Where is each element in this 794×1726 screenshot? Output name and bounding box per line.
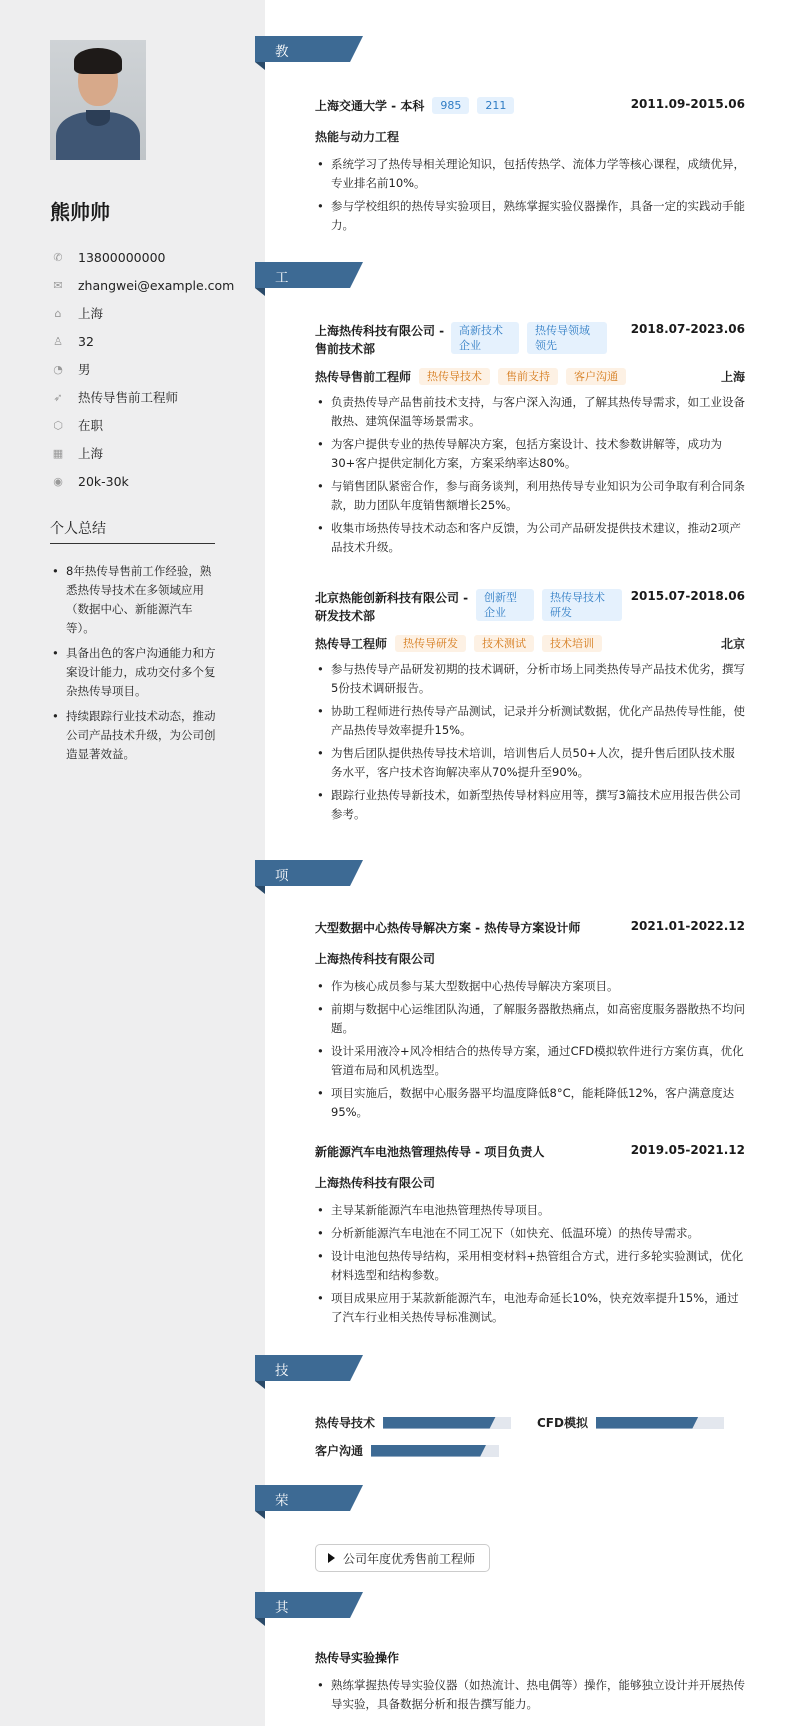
skill-item — [315, 1414, 511, 1431]
summary-item: • 8年热传导售前工作经验，熟悉热传导技术在多领域应用（数据中心、新能源汽车等）。 — [50, 562, 220, 638]
list-item: • 与销售团队紧密合作，参与商务谈判，利用热传导专业知识为公司争取有利合同条款，助力团队年度销售额增长25%。 — [315, 477, 745, 515]
project-title: 新能源汽车电池热管理热传导 - 项目负责人 — [315, 1145, 545, 1159]
other-title: 热传导实验操作 — [315, 1651, 400, 1665]
contact-row — [50, 355, 250, 383]
summary-item: • 具备出色的客户沟通能力和方案设计能力，成功交付多个复杂热传导项目。 — [50, 644, 220, 701]
list-item: • 为售后团队提供热传导技术培训，培训售后人员50+人次，提升售后团队技术服务水平，客户技术咨询解决率从70%提升至90%。 — [315, 744, 745, 782]
summary-divider — [50, 543, 215, 544]
work-city: 上海 — [720, 370, 745, 384]
company-name: 北京热能创新科技有限公司 - 研发技术部 — [315, 591, 469, 623]
phone-icon: ✆ — [53, 250, 63, 264]
job-title: 热传导售前工程师 — [315, 370, 412, 384]
salary-icon: ◉ — [53, 474, 63, 488]
project-title: 大型数据中心热传导解决方案 - 热传导方案设计师 — [315, 921, 581, 935]
contact-value: 32 — [78, 333, 94, 349]
contact-value: 13800000000 — [78, 249, 166, 265]
project-company: 上海热传科技有限公司 — [315, 1176, 436, 1190]
list-item: • 为客户提供专业的热传导解决方案，包括方案设计、技术参数讲解等，成功为30+客户提供定制化方案，方案采纳率达80%。 — [315, 435, 745, 473]
skill-item — [315, 1442, 499, 1459]
list-item: • 设计电池包热传导结构，采用相变材料+热管组合方式，进行多轮实验测试，优化材料选型和结构参数。 — [315, 1247, 745, 1285]
contact-row — [50, 383, 250, 411]
project-date: 2019.05-2021.12 — [630, 1143, 745, 1157]
contact-row — [50, 243, 250, 271]
education-date: 2011.09-2015.06 — [630, 97, 745, 111]
contact-row — [50, 271, 250, 299]
tag-badge: 热传导技术研发 — [542, 589, 622, 621]
major: 热能与动力工程 — [315, 130, 400, 144]
summary-title: 个人总结 — [50, 521, 106, 537]
list-item: • 系统学习了热传导相关理论知识，包括传热学、流体力学等核心课程，成绩优异，专业排名前10%。 — [315, 155, 745, 193]
list-item: • 设计采用液冷+风冷相结合的热传导方案，通过CFD模拟软件进行方案仿真，优化管道布局和风机选型。 — [315, 1042, 745, 1080]
tag-badge: 创新型企业 — [476, 589, 534, 621]
skill-tag: 技术测试 — [474, 635, 534, 652]
school-name: 上海交通大学 - 本科 — [315, 99, 425, 113]
contact-row — [50, 467, 250, 495]
list-item: • 参与热传导产品研发初期的技术调研，分析市场上同类热传导产品技术优劣，撰写5份技术调研报告。 — [315, 660, 745, 698]
company-name: 上海热传科技有限公司 - 售前技术部 — [315, 324, 445, 356]
education-entry — [315, 97, 745, 239]
list-item: • 收集市场热传导技术动态和客户反馈，为公司产品研发提供技术建议，推动2项产品技术升级。 — [315, 519, 745, 557]
work-entry — [315, 589, 745, 828]
skill-name: CFD模拟 — [537, 1416, 588, 1430]
skill-bar — [383, 1417, 511, 1429]
candidate-name: 熊帅帅 — [50, 200, 110, 224]
age-icon: ♙ — [53, 334, 63, 348]
avatar — [50, 40, 146, 160]
play-icon — [328, 1553, 335, 1563]
sidebar — [0, 0, 265, 1726]
skill-tag: 热传导技术 — [419, 368, 490, 385]
tag-badge: 985 — [432, 97, 469, 114]
project-date: 2021.01-2022.12 — [630, 919, 745, 933]
list-item: • 前期与数据中心运维团队沟通，了解服务器散热痛点，如高密度服务器散热不均问题。 — [315, 1000, 745, 1038]
other-entry — [315, 1649, 745, 1718]
home-icon: ⌂ — [54, 306, 62, 320]
contact-value: zhangwei@example.com — [78, 277, 235, 293]
skill-bar-fill — [371, 1445, 486, 1457]
summary-list — [50, 562, 220, 770]
gender-icon: ◔ — [53, 362, 63, 376]
award-badge — [315, 1544, 490, 1572]
contact-list — [50, 243, 250, 495]
work-city: 北京 — [720, 637, 745, 651]
skill-tag: 热传导研发 — [395, 635, 466, 652]
tag-badge: 211 — [477, 97, 514, 114]
contact-value: 上海 — [78, 446, 104, 461]
list-item: • 项目实施后，数据中心服务器平均温度降低8°C，能耗降低12%，客户满意度达95%。 — [315, 1084, 745, 1122]
skill-tag: 客户沟通 — [566, 368, 626, 385]
skill-bar-fill — [383, 1417, 496, 1429]
project-entry — [315, 1143, 745, 1331]
job-icon: ➶ — [53, 390, 63, 404]
award-name: 公司年度优秀售前工程师 — [343, 1551, 476, 1566]
list-item: • 负责热传导产品售前技术支持，与客户深入沟通，了解其热传导需求，如工业设备散热、建筑保温等场景需求。 — [315, 393, 745, 431]
list-item: • 项目成果应用于某款新能源汽车，电池寿命延长10%，快充效率提升15%，通过了汽车行业相关热传导标准测试。 — [315, 1289, 745, 1327]
summary-item: • 持续跟踪行业技术动态，推动公司产品技术升级，为公司创造显著效益。 — [50, 707, 220, 764]
contact-value: 20k-30k — [78, 473, 129, 489]
list-item: • 熟练掌握热传导实验仪器（如热流计、热电偶等）操作，能够独立设计并开展热传导实验，具备数据分析和报告撰写能力。 — [315, 1676, 745, 1714]
project-company: 上海热传科技有限公司 — [315, 952, 436, 966]
work-date: 2018.07-2023.06 — [630, 322, 745, 336]
skill-name: 热传导技术 — [315, 1416, 376, 1430]
skill-name: 客户沟通 — [315, 1444, 364, 1458]
contact-row — [50, 439, 250, 467]
skill-bar — [371, 1445, 499, 1457]
mail-icon: ✉ — [53, 278, 63, 292]
skill-bar — [596, 1417, 724, 1429]
contact-value: 男 — [78, 362, 91, 377]
list-item: • 跟踪行业热传导新技术，如新型热传导材料应用等，撰写3篇技术应用报告供公司参考。 — [315, 786, 745, 824]
main-content: 教育经历 上海交通大学 - 本科 985 211 2011.09-2015.06 热能与动力工程 • 系统学习了热传导相关理论知识，包括传热学、流体力学等核心课程，成绩优异，专业排名前10%。 • 参与学校组织的热传导实验项目，熟练掌握实验仪器操作，具备一定的实践动手能力。 工作经历 上海热传科技有限公司 - 售前技术部 高新技术企业 热传导领域领先 2018.07-2023.06 热传导售前工程师 热传导技术 售前支持 客户沟通 上海 • 负责热传导产品售前技术支持，与客户深入沟通，了解其热传导需求，如工业设备散热、建筑保温等场景需求。 • 为客户提供专业的热传导解决方案，包括方案设计、技术参数讲解等，成功为30+客户提供定制化方案，方案采纳率达80%。 • 与销售团队紧密合作，参与商务谈判，利用热传导专业知识为公司争取有利合同条款，助力团队年度销售额增长25%。 • 收集市场热传导技术动态和客户反馈，为公司产品研发提供技术建议，推动2项产品技术升级。 北京热能创新科技有限公司 - 研发技术部 创新型企业 热传导技术研发 2015.07-2018.06 热传导工程师 热传导研发 技术测试 技术培训 北京 • 参与热传导产品研发初期的技术调研，分析市场上同类热传导产品技术优劣，撰写5份技术调研报告。 • 协助工程师进行热传导产品测试，记录并分析测试数据，优化产品热传导性能，使产品热传导效率提升15%。 • 为售后团队提供热传导技术培训，培训售后人员50+人次，提升售后团队技术服务水平，客户技术咨询解决率从70%提升至90%。 • 跟踪行业热传导新技术，如新型热传导材料应用等，撰写3篇技术应用报告供公司参考。 项目经历 大型数据中心热传导解决方案 - 热传导方案设计师 2021.01-2022.12 上海热传科技有限公司 • 作为核心成员参与某大型数据中心热传导解决方案项目。 • 前期与数据中心运维团队沟通，了解服务器散热痛点，如高密度服务器散热不均问题。 • 设计采用液冷+风冷相结合的热传导方案，通过CFD模拟软件进行方案仿真，优化管道布局和风机选型。 • 项目实施后，数据中心服务器平均温度降低8°C，能耗降低12%，客户满意度达95%。 新能源汽车电池热管理热传导 - 项目负责人 2019.05-2021.12 上海热传科技有限公司 • 主导某新能源汽车电池热管理热传导项目。 • 分析新能源汽车电池在不同工况下（如快充、低温环境）的热传导需求。 • 设计电池包热传导结构，采用相变材料+热管组合方式，进行多轮实验测试，优化材料选型和结构参数。 • 项目成果应用于某款新能源汽车，电池寿命延长10%，快充效率提升15%，通过了汽车行业相关热传导标准测试。 技能专长 热传导技术 CFD模拟 客户沟通 荣誉奖项 公司年度优秀售前工程师 其他信息 热传导实验操作 • 熟练掌握热传导实验仪器（如热流计、热电偶等）操作，能够独立设计并开展热传导实验，具备数据分析和报告撰写能力。 — [265, 0, 794, 1726]
contact-value: 热传导售前工程师 — [78, 390, 179, 405]
tag-badge: 热传导领域领先 — [527, 322, 607, 354]
list-item: • 作为核心成员参与某大型数据中心热传导解决方案项目。 — [315, 977, 745, 996]
tag-badge: 高新技术企业 — [451, 322, 519, 354]
list-item: • 参与学校组织的热传导实验项目，熟练掌握实验仪器操作，具备一定的实践动手能力。 — [315, 197, 745, 235]
contact-row — [50, 327, 250, 355]
skill-item — [537, 1414, 724, 1431]
contact-value: 在职 — [78, 418, 104, 433]
list-item: • 协助工程师进行热传导产品测试，记录并分析测试数据，优化产品热传导性能，使产品热传导效率提升15%。 — [315, 702, 745, 740]
job-title: 热传导工程师 — [315, 637, 388, 651]
skill-tag: 技术培训 — [542, 635, 602, 652]
list-item: • 分析新能源汽车电池在不同工况下（如快充、低温环境）的热传导需求。 — [315, 1224, 745, 1243]
contact-value: 上海 — [78, 306, 104, 321]
skill-tag: 售前支持 — [498, 368, 558, 385]
project-entry — [315, 919, 745, 1126]
contact-row — [50, 411, 250, 439]
work-date: 2015.07-2018.06 — [630, 589, 745, 603]
city-icon: ▦ — [52, 446, 64, 460]
status-icon: ⬡ — [53, 418, 63, 432]
work-entry — [315, 322, 745, 561]
skill-bar-fill — [596, 1417, 698, 1429]
list-item: • 主导某新能源汽车电池热管理热传导项目。 — [315, 1201, 745, 1220]
contact-row — [50, 299, 250, 327]
